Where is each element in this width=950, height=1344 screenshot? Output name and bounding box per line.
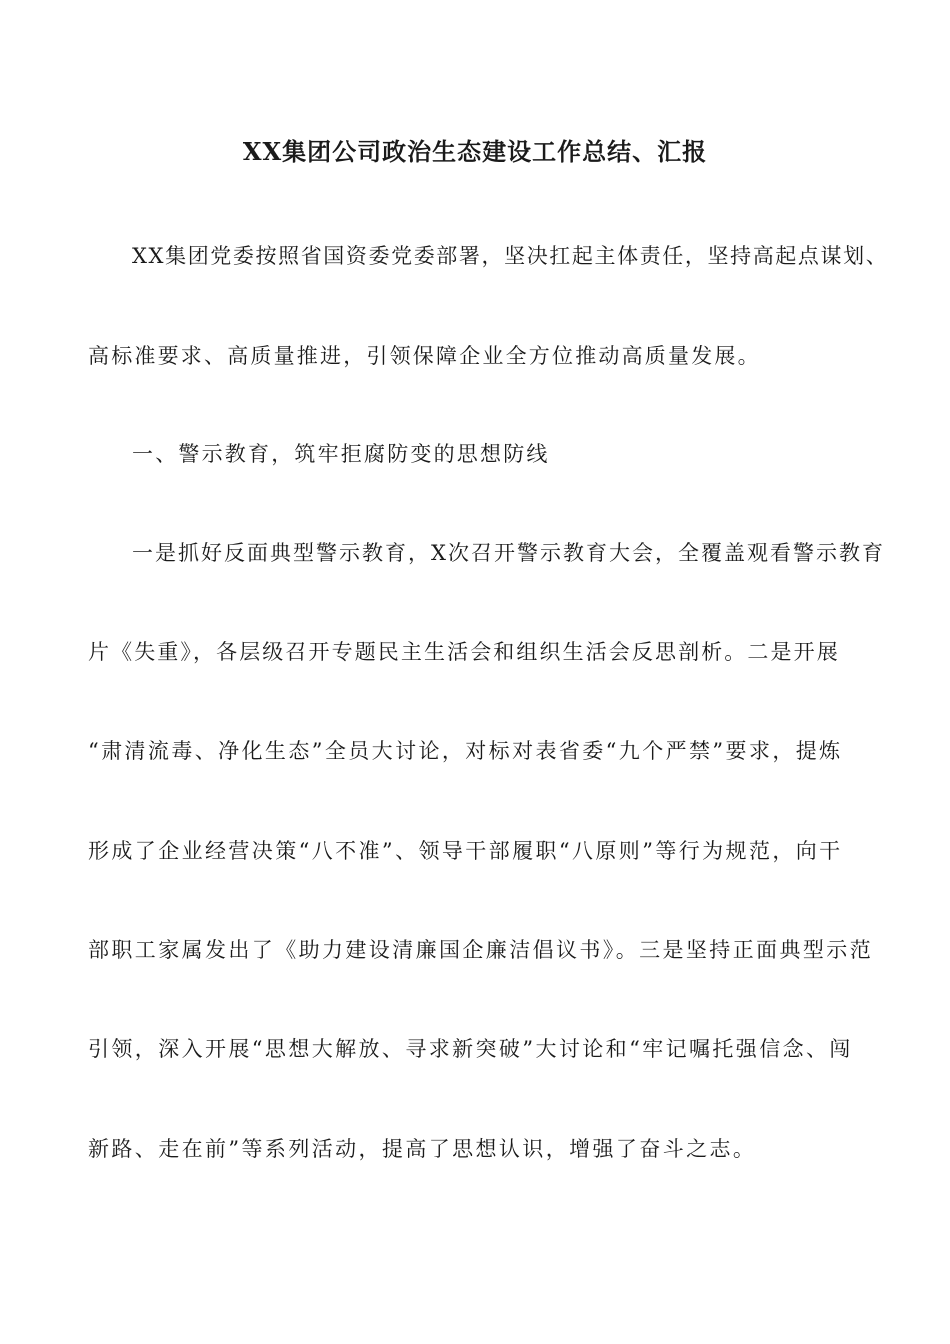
paragraph-body-line-2: 片《失重》，各层级召开专题民主生活会和组织生活会反思剖析。二是开展 [88, 640, 840, 664]
paragraph-body-line-1: 一是抓好反面典型警示教育，X次召开警示教育大会，全覆盖观看警示教育 [132, 541, 885, 565]
paragraph-body-line-4: 形成了企业经营决策“八不准”、领导干部履职“八原则”等行为规范，向干 [88, 839, 843, 863]
document-title: XX集团公司政治生态建设工作总结、汇报 [242, 137, 708, 166]
paragraph-body-line-7: 新路、走在前”等系列活动，提高了思想认识，增强了奋斗之志。 [88, 1137, 757, 1161]
paragraph-body-line-5: 部职工家属发出了《助力建设清廉国企廉洁倡议书》。三是坚持正面典型示范 [88, 938, 874, 962]
paragraph-intro-line-1: XX集团党委按照省国资委党委部署，坚决扛起主体责任，坚持高起点谋划、 [132, 244, 889, 268]
paragraph-intro-line-2: 高标准要求、高质量推进，引领保障企业全方位推动高质量发展。 [88, 344, 761, 368]
section-heading-1: 一、警示教育，筑牢拒腐防变的思想防线 [132, 442, 550, 466]
paragraph-body-line-6: 引领，深入开展“思想大解放、寻求新突破”大讨论和“牢记嘱托强信念、闯 [88, 1037, 853, 1061]
paragraph-body-line-3: “肃清流毒、净化生态”全员大讨论，对标对表省委“九个严禁”要求，提炼 [88, 739, 843, 763]
